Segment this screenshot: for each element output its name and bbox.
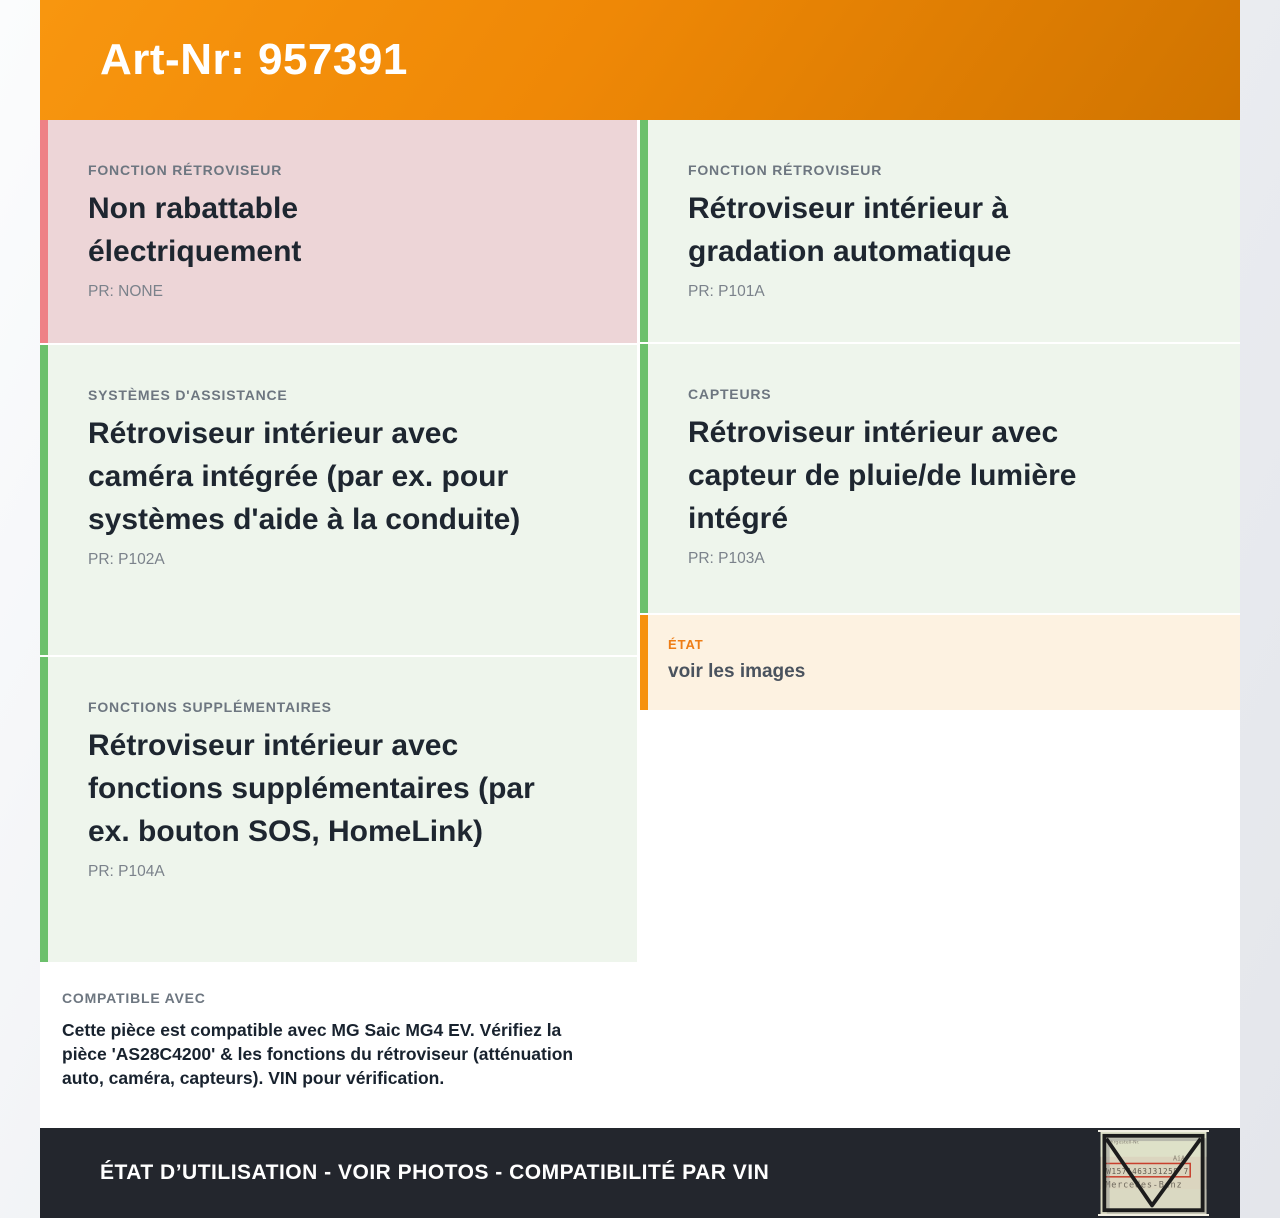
feature-columns — [40, 120, 1240, 1128]
feature-card-mirror-function-negative — [40, 120, 637, 343]
empty-panel — [640, 712, 1240, 1128]
card-pr-code: PR: NONE — [88, 283, 163, 300]
card-pr-code: PR: P101A — [688, 283, 765, 300]
page-title: Art-Nr: 957391 — [100, 35, 408, 84]
card-pr-code: PR: P104A — [88, 863, 165, 880]
card-title: Rétroviseur intérieur à gradation automatique — [688, 192, 1012, 268]
feature-card-extra-functions — [40, 657, 637, 962]
document-field-label: Fahrgestell-Nr. — [1105, 1140, 1140, 1146]
card-pr-code: PR: P103A — [688, 550, 765, 567]
footer-text: ÉTAT D’UTILISATION - VOIR PHOTOS - COMPATIBILITÉ PAR VIN — [100, 1161, 770, 1184]
card-category: CAPTEURS — [688, 386, 772, 402]
header-banner — [40, 0, 1240, 120]
card-title: Rétroviseur intérieur avec caméra intégrée (par ex. pour systèmes d'aide à la conduite) — [88, 417, 521, 536]
card-category: COMPATIBLE AVEC — [62, 990, 206, 1006]
feature-card-auto-dimming — [640, 120, 1240, 342]
column-left — [40, 120, 637, 1128]
card-category: FONCTION RÉTROVISEUR — [88, 162, 283, 178]
card-category: FONCTION RÉTROVISEUR — [688, 162, 883, 178]
document-aux-text: AiA — [1173, 1154, 1186, 1163]
compatibility-text: Cette pièce est compatible avec MG Saic MG4 EV. Vérifiez la pièce 'AS28C4200' & les fonctions du rétroviseur (atténuation auto, caméra, capteurs). VIN pour vérification. — [62, 1020, 574, 1088]
see-images-link[interactable]: voir les images — [668, 661, 806, 682]
vin-number: W1571463J31258 7 — [1106, 1166, 1189, 1176]
card-category: FONCTIONS SUPPLÉMENTAIRES — [88, 699, 332, 715]
feature-card-assist-systems — [40, 345, 637, 655]
card-pr-code: PR: P102A — [88, 551, 165, 568]
condition-label: ÉTAT — [668, 637, 704, 652]
card-category: SYSTÈMES D'ASSISTANCE — [88, 387, 288, 403]
card-title: Non rabattable électriquement — [88, 192, 302, 268]
card-title: Rétroviseur intérieur avec capteur de pluie/de lumière intégré — [688, 416, 1077, 535]
footer-bar — [40, 1128, 1240, 1218]
feature-card-sensors — [640, 344, 1240, 613]
column-right — [640, 120, 1240, 1128]
vin-document-image — [1098, 1130, 1209, 1216]
vehicle-brand: Mercedes-Benz — [1105, 1180, 1183, 1191]
card-title: Rétroviseur intérieur avec fonctions supplémentaires (par ex. bouton SOS, HomeLink) — [88, 729, 535, 848]
listing-sheet — [40, 0, 1240, 1218]
condition-card — [640, 615, 1240, 710]
compatibility-card — [40, 964, 637, 1126]
